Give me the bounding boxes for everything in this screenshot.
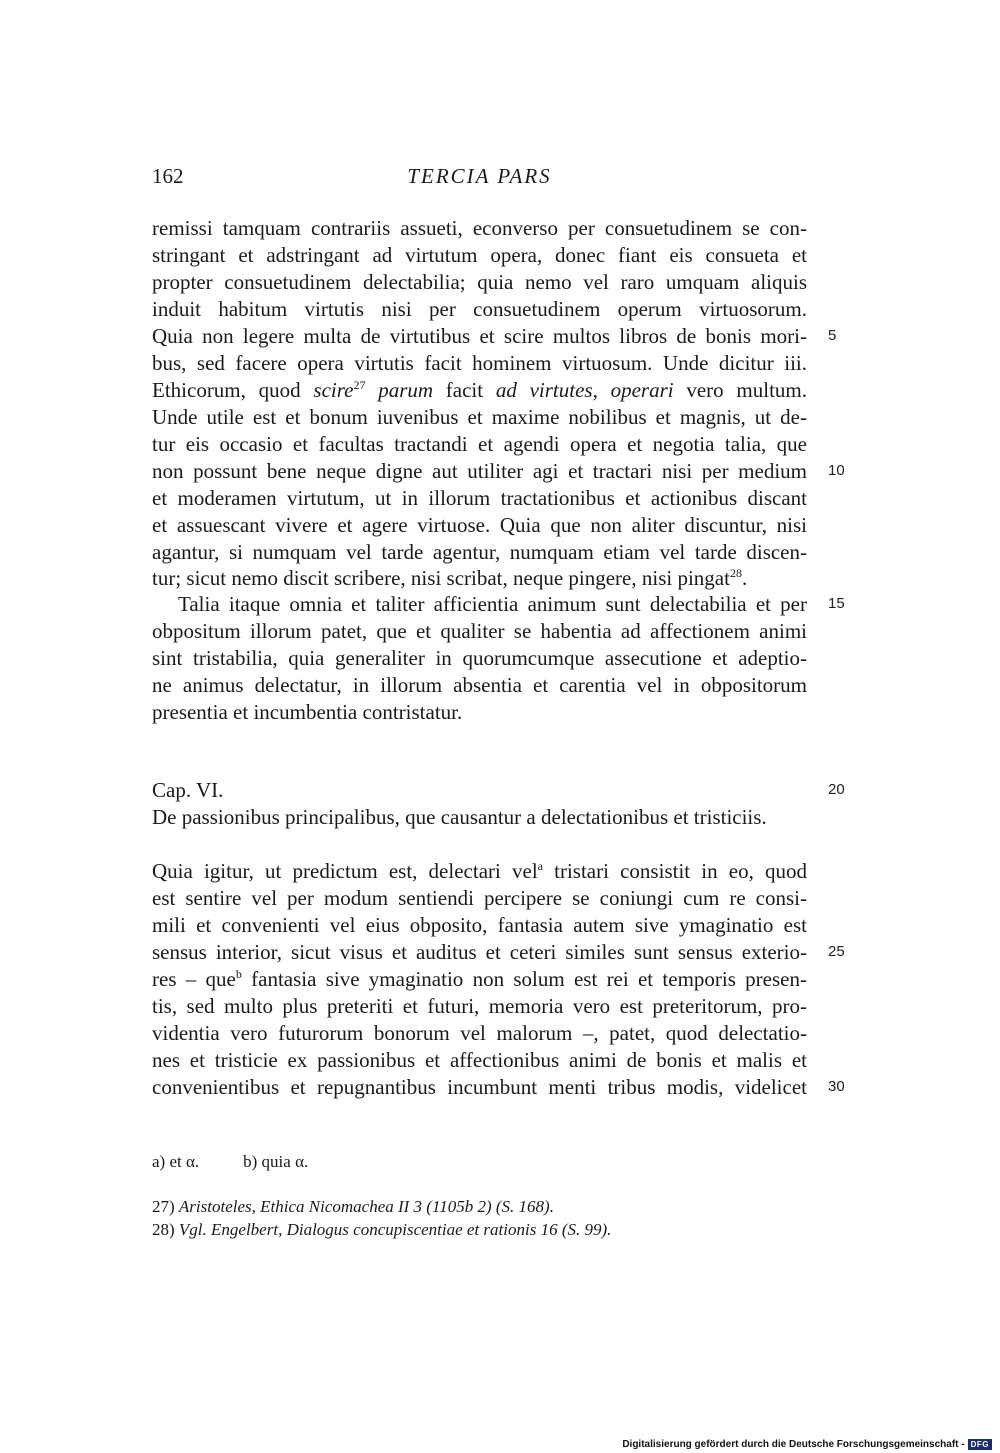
text-line: tis, sed multo plus preteriti et futuri, memoria vero est preteritorum, pro-: [152, 994, 807, 1018]
line-number: 10: [828, 462, 845, 479]
dfg-logo-icon: DFG: [968, 1439, 992, 1450]
text-line: et moderamen virtutum, ut in illorum tractationibus et actionibus discant: [152, 486, 807, 510]
text-line: propter consuetudinem delectabilia; quia nemo vel raro umquam aliquis: [152, 270, 807, 294]
text-line: induit habitum virtutis nisi per consuetudinem operum virtuosorum.: [152, 297, 807, 321]
text-line: non possunt bene neque digne aut utiliter agi et tractari nisi per medium: [152, 459, 807, 483]
page-header: [152, 164, 807, 194]
text-line-with-citation: tur; sicut nemo discit scribere, nisi scribat, neque pingere, nisi pingat$^{28}$.: [152, 566, 748, 590]
line-number: 30: [828, 1078, 845, 1095]
text-line-with-apparatus: Quia igitur, ut predictum est, delectari vel$^a$ tristari consistit in eo, quod: [152, 859, 807, 883]
text-line: videntia vero futurorum bonorum vel malorum –, patet, quod delectatio-: [152, 1021, 807, 1045]
text-line: agantur, si numquam vel tarde agentur, numquam etiam vel tarde discen-: [152, 540, 807, 564]
text-line: Talia itaque omnia et taliter afficientia animum sunt delectabilia et per: [178, 592, 807, 616]
running-head: TERCIA PARS: [407, 164, 552, 188]
text-line: presentia et incumbentia contristatur.: [152, 700, 463, 724]
text-line: convenientibus et repugnantibus incumbunt menti tribus modis, videlicet: [152, 1075, 807, 1099]
footnote-27: 27) Aristoteles, Ethica Nicomachea II 3 (1105b 2) (S. 168).: [152, 1197, 554, 1216]
apparatus-ref-a[interactable]: a: [537, 859, 543, 873]
text-line: Unde utile est et bonum iuvenibus et maxime nobilibus et magnis, ut de-: [152, 405, 807, 429]
footnote-ref-28[interactable]: 28: [729, 566, 742, 580]
page-number: 162: [152, 164, 184, 188]
chapter-label: Cap. VI.: [152, 778, 224, 802]
text-line: tur eis occasio et facultas tractandi et agendi opera et negotia talia, que: [152, 432, 807, 456]
text-line: Quia non legere multa de virtutibus et scire multos libros de bonis mori-: [152, 324, 807, 348]
text-line: sint tristabilia, quia generaliter in quorumcumque assecutione et adeptio-: [152, 646, 807, 670]
text-line-with-citation: Ethicorum, quod scire$^{27}$ parum facit ad virtutes, operari vero multum.: [152, 378, 808, 402]
line-number: 25: [828, 943, 845, 960]
text-line: bus, sed facere opera virtutis facit hominem virtuosum. Unde dicitur iii.: [152, 351, 807, 375]
footnote-ref-27[interactable]: 27: [353, 378, 366, 392]
text-line: sensus interior, sicut visus et auditus et ceteri similes sunt sensus exterio-: [152, 940, 807, 964]
line-number: 20: [828, 781, 845, 798]
text-line: remissi tamquam contrariis assueti, econverso per consuetudinem se con-: [152, 216, 807, 240]
critical-apparatus: [152, 1149, 352, 1175]
text-line: nes et tristicie ex passionibus et affectionibus animi de bonis et malis et: [152, 1048, 807, 1072]
footnote-28: 28) Vgl. Engelbert, Dialogus concupiscentiae et rationis 16 (S. 99).: [152, 1220, 612, 1239]
apparatus-note-a: a) et α.: [152, 1152, 200, 1171]
text-line: est sentire vel per modum sentiendi percipere se coniungi cum re consi-: [152, 886, 807, 910]
text-line: et assuescant vivere et agere virtuose. Quia que non aliter discuntur, nisi: [152, 513, 807, 537]
apparatus-note-b: b) quia α.: [243, 1152, 309, 1171]
line-number: 5: [828, 327, 837, 344]
text-line: ne animus delectatur, in illorum absentia et carentia vel in obpositorum: [152, 673, 807, 697]
text-line: mili et convenienti vel eius obposito, fantasia autem sive ymaginatio est: [152, 913, 807, 937]
chapter-title: De passionibus principalibus, que causantur a delectationibus et tristiciis.: [152, 805, 767, 829]
digitization-credit: Digitalisierung gefördert durch die Deutsche Forschungsgemeinschaft - DFG: [622, 1439, 992, 1450]
apparatus-ref-b[interactable]: b: [235, 967, 242, 981]
text-line: obpositum illorum patet, que et qualiter se habentia ad affectionem animi: [152, 619, 807, 643]
text-line-with-apparatus: res – que$^b$ fantasia sive ymaginatio non solum est rei et temporis presen-: [152, 967, 807, 991]
line-number: 15: [828, 595, 845, 612]
text-line: stringant et adstringant ad virtutum opera, donec fiant eis consueta et: [152, 243, 807, 267]
